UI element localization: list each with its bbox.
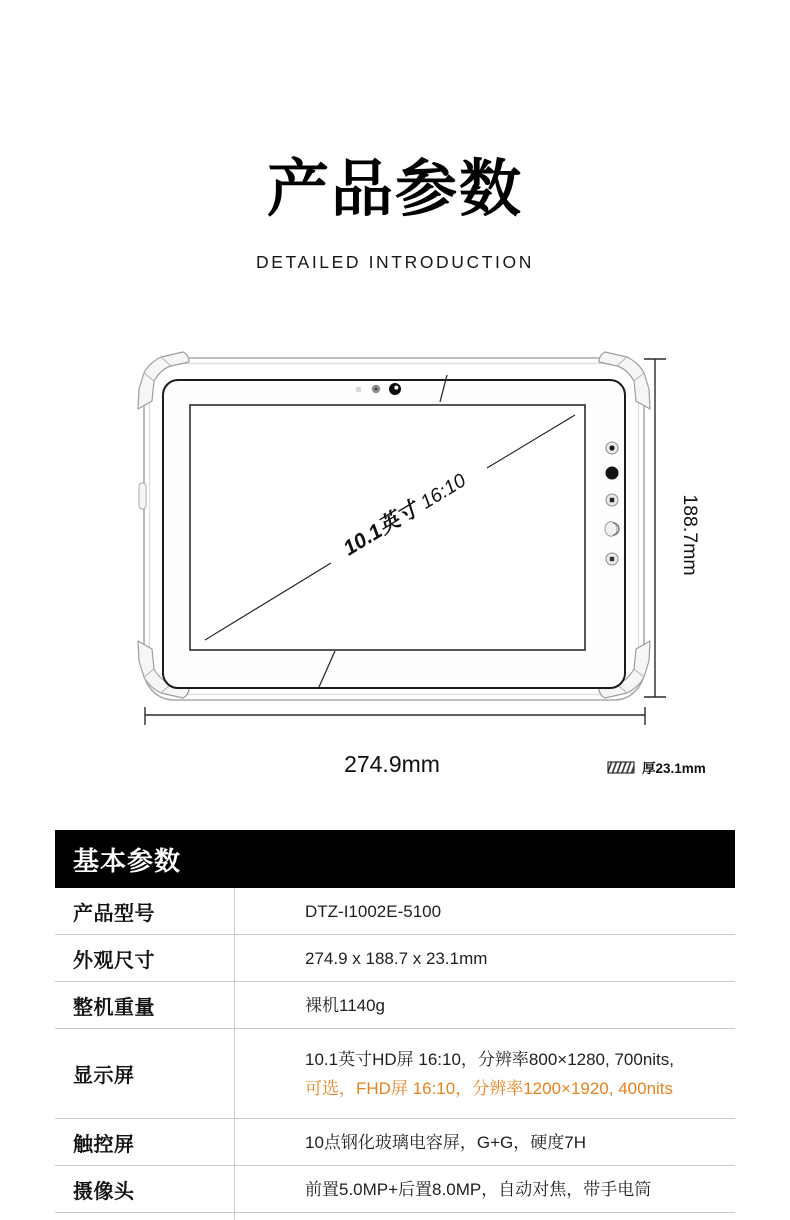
spec-value-line: 裸机1140g xyxy=(305,995,386,1015)
hero-section xyxy=(0,155,790,273)
spec-rows xyxy=(55,888,735,1213)
table-row xyxy=(55,982,735,1029)
page-title: 产品参数 xyxy=(266,155,523,224)
spec-table xyxy=(55,830,735,1220)
spec-label: 产品型号 xyxy=(55,888,235,934)
spec-label: 触控屏 xyxy=(55,1119,235,1165)
spec-value xyxy=(235,935,735,981)
spec-value-line: 10.1英寸HD屏 16:10，分辨率800×1280, 700nits, xyxy=(305,1049,675,1069)
spec-value xyxy=(235,1166,735,1212)
table-row xyxy=(55,1029,735,1119)
table-row xyxy=(55,935,735,982)
spec-value-line: 可选，FHD屏 16:10，分辨率1200×1920, 400nits xyxy=(305,1078,674,1098)
table-row xyxy=(55,1119,735,1166)
product-dimension-figure xyxy=(135,345,715,785)
height-dimension-label: 188.7mm xyxy=(679,494,701,576)
spec-label: 整机重量 xyxy=(55,982,235,1028)
spec-label: 摄像头 xyxy=(55,1166,235,1212)
width-dimension-label: 274.9mm xyxy=(344,751,440,777)
spec-value-line: 274.9 x 188.7 x 23.1mm xyxy=(305,948,488,968)
thickness-label: 厚23.1mm xyxy=(642,761,706,776)
page-subtitle: DETAILED INTRODUCTION xyxy=(256,252,534,273)
spec-value xyxy=(235,1119,735,1165)
tablet-illustration xyxy=(135,345,715,785)
spec-value xyxy=(235,888,735,934)
spec-value xyxy=(235,982,735,1028)
spec-value-line: 10点钢化玻璃电容屏，G+G，硬度7H xyxy=(305,1132,587,1152)
spec-value xyxy=(235,1029,735,1118)
table-row xyxy=(55,888,735,935)
side-latch xyxy=(139,483,146,509)
table-row xyxy=(55,1166,735,1213)
spec-table-header: 基本参数 xyxy=(55,830,735,888)
spec-value-line: DTZ-I1002E-5100 xyxy=(305,901,442,921)
spec-label: 显示屏 xyxy=(55,1029,235,1118)
spec-label: 外观尺寸 xyxy=(55,935,235,981)
width-dimension-line xyxy=(145,707,645,725)
thickness-hatch-icon xyxy=(608,762,634,773)
screen-diagonal-label: 10.1英寸16:10 xyxy=(339,469,470,561)
table-row-stub xyxy=(55,1213,735,1220)
spec-value-line: 前置5.0MP+后置8.0MP，自动对焦，带手电筒 xyxy=(305,1179,652,1199)
